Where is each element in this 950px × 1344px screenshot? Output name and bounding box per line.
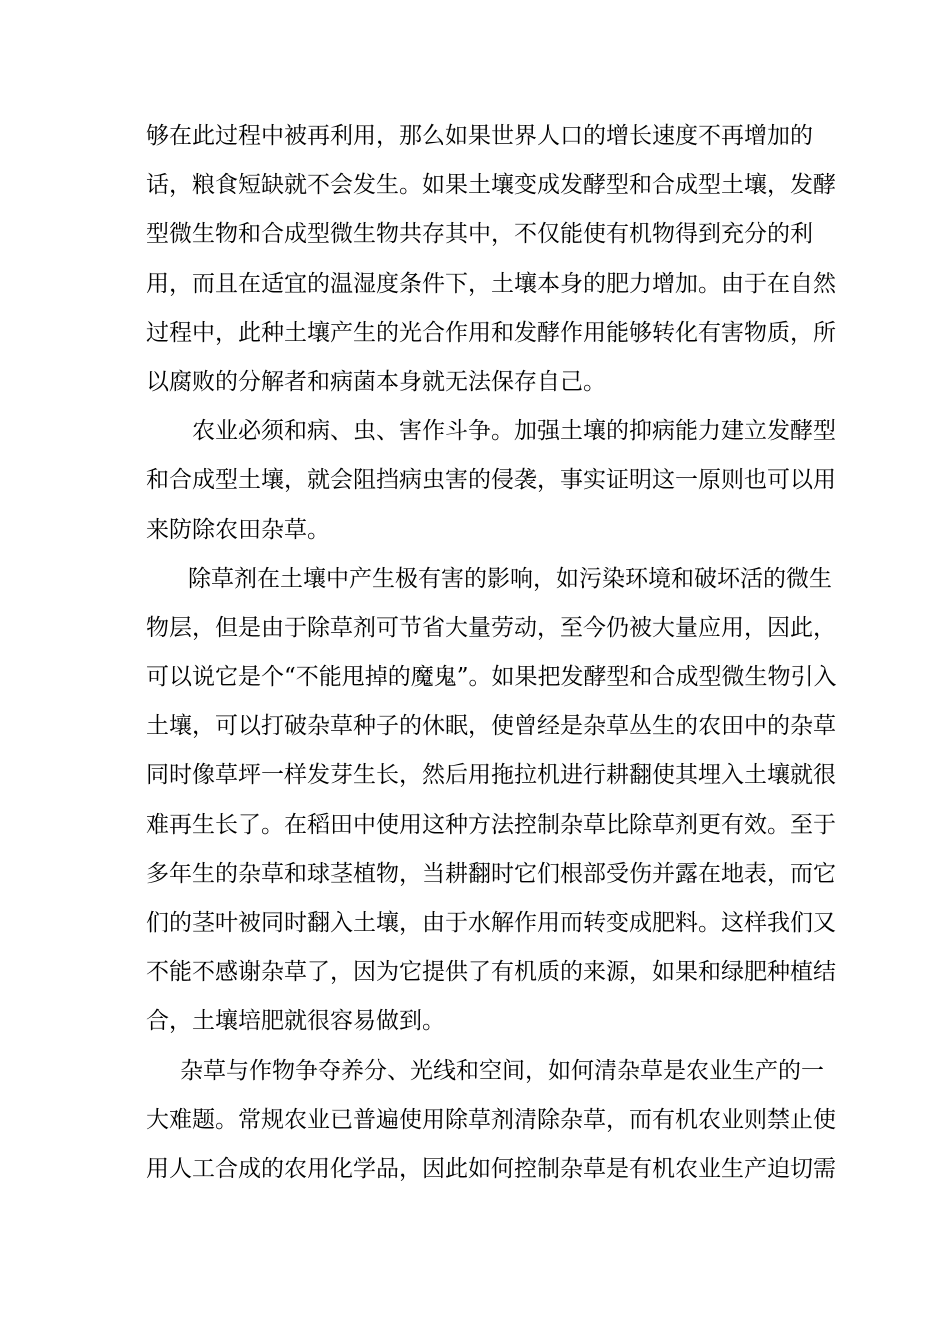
text-line: 多年生的杂草和球茎植物，当耕翻时它们根部受伤并露在地表，而它	[146, 860, 836, 887]
text-line: 来防除农田杂草。	[146, 516, 330, 543]
text-line: 大难题。常规农业已普遍使用除草剂清除杂草，而有机农业则禁止使	[146, 1106, 836, 1133]
text-line: 用，而且在适宜的温湿度条件下，土壤本身的肥力增加。由于在自然	[146, 270, 836, 297]
text-line: 不能不感谢杂草了，因为它提供了有机质的来源，如果和绿肥种植结	[146, 959, 836, 986]
text-line: 物层，但是由于除草剂可节省大量劳动，至今仍被大量应用，因此，	[146, 614, 836, 641]
text-line: 们的茎叶被同时翻入土壤，由于水解作用而转变成肥料。这样我们又	[146, 910, 836, 936]
text-line: 杂草与作物争夺养分、光线和空间，如何清杂草是农业生产的一	[180, 1057, 824, 1084]
text-line: 土壤，可以打破杂草种子的休眠，使曾经是杂草丛生的农田中的杂草	[146, 713, 836, 740]
text-line: 够在此过程中被再利用，那么如果世界人口的增长速度不再增加的	[146, 123, 813, 149]
text-line: 用人工合成的农用化学品，因此如何控制杂草是有机农业生产迫切需	[146, 1155, 836, 1182]
text-line: 型微生物和合成型微生物共存其中，不仅能使有机物得到充分的利	[146, 221, 813, 248]
text-line: 农业必须和病、虫、害作斗争。加强土壤的抑病能力建立发酵型	[192, 418, 836, 445]
text-line: 难再生长了。在稻田中使用这种方法控制杂草比除草剂更有效。至于	[146, 811, 836, 838]
text-line: 同时像草坪一样发芽生长，然后用拖拉机进行耕翻使其埋入土壤就很	[146, 762, 836, 789]
text-line: 以腐败的分解者和病菌本身就无法保存自己。	[146, 368, 606, 395]
text-line: 合，土壤培肥就很容易做到。	[146, 1008, 445, 1035]
text-line: 话，粮食短缺就不会发生。如果土壤变成发酵型和合成型土壤，发酵	[146, 172, 836, 199]
text-line: 可以说它是个“不能甩掉的魔鬼”。如果把发酵型和合成型微生物引入	[146, 664, 837, 691]
text-line: 除草剂在土壤中产生极有害的影响，如污染环境和破坏活的微生	[188, 565, 832, 592]
text-line: 和合成型土壤，就会阻挡病虫害的侵袭，事实证明这一原则也可以用	[146, 467, 836, 494]
body-text	[146, 112, 837, 1194]
text-line: 过程中，此种土壤产生的光合作用和发酵作用能够转化有害物质，所	[146, 319, 836, 346]
